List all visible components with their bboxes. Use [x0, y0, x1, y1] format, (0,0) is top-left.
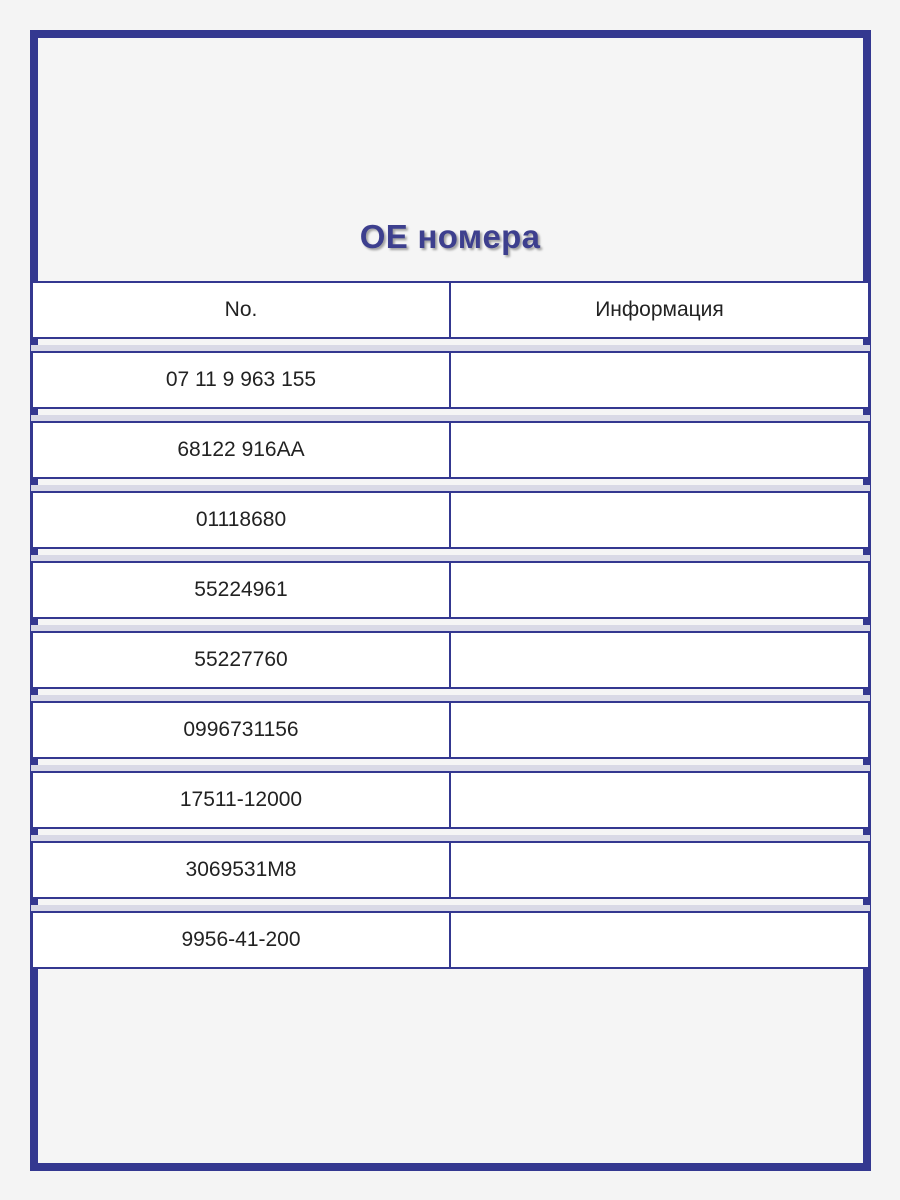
info-cell [451, 773, 868, 827]
oe-number-cell: 3069531M8 [33, 843, 451, 897]
table-row [31, 631, 870, 689]
oe-number-cell: 07 11 9 963 155 [33, 353, 451, 407]
oe-number-cell: 17511-12000 [33, 773, 451, 827]
table-header-row [31, 281, 870, 339]
header-no: No. [33, 283, 451, 337]
info-cell [451, 633, 868, 687]
table-row [31, 491, 870, 549]
oe-number-cell: 01118680 [33, 493, 451, 547]
table-row [31, 561, 870, 619]
info-cell [451, 913, 868, 967]
info-cell [451, 843, 868, 897]
oe-number-cell: 55227760 [33, 633, 451, 687]
oe-number-cell: 9956-41-200 [33, 913, 451, 967]
info-cell [451, 493, 868, 547]
info-cell [451, 703, 868, 757]
table-row [31, 841, 870, 899]
header-info: Информация [595, 298, 724, 321]
table-row [31, 701, 870, 759]
table-row [31, 351, 870, 409]
oe-number-cell: 55224961 [33, 563, 451, 617]
table-row [31, 911, 870, 969]
page-title: OE номера [359, 218, 541, 255]
table-row [31, 771, 870, 829]
info-cell [451, 563, 868, 617]
oe-number-cell: 68122 916AA [33, 423, 451, 477]
oe-number-cell: 0996731156 [33, 703, 451, 757]
info-cell [451, 423, 868, 477]
info-cell [451, 353, 868, 407]
table-row [31, 421, 870, 479]
